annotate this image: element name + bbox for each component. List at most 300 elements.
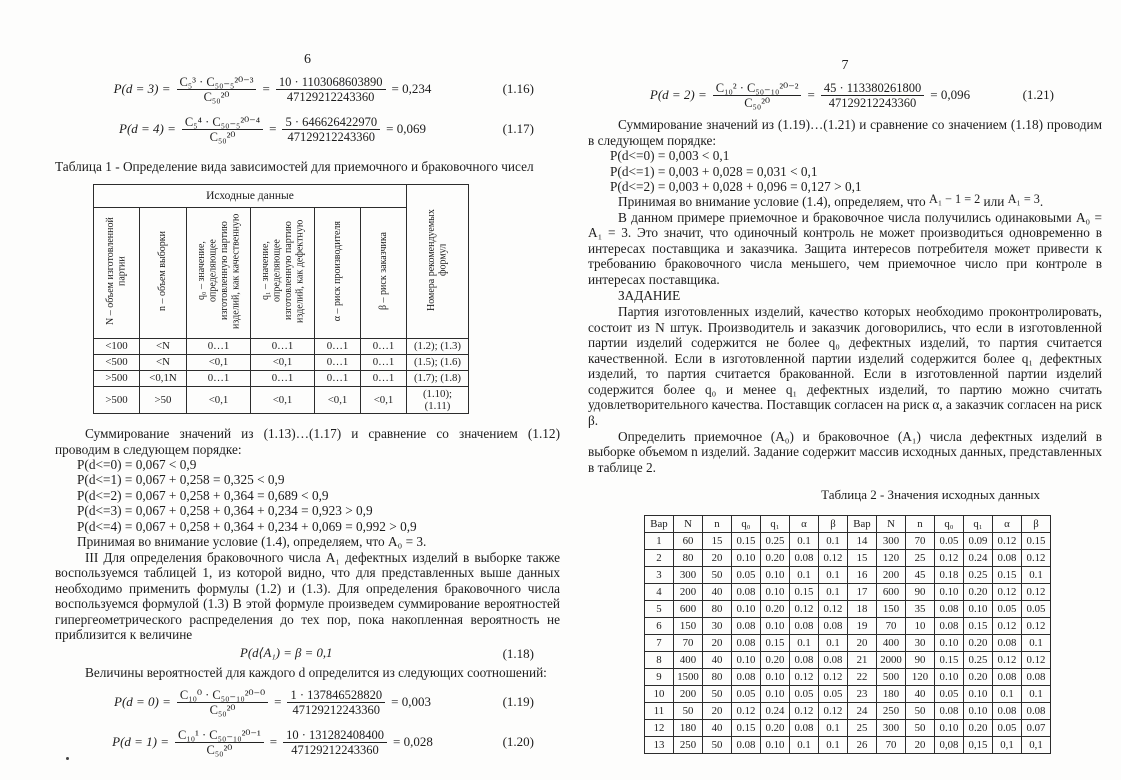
equals-sign: =: [269, 121, 277, 136]
paragraph-values-intro: Величины вероятностей для каждого d определится из следующих соотношений:: [85, 664, 547, 680]
table-cell: 50: [906, 703, 935, 720]
table-cell: 0.12: [732, 703, 761, 720]
table-cell: 0.15: [993, 567, 1022, 584]
combination-fraction: [175, 728, 264, 757]
table-cell: 12: [645, 720, 674, 737]
table-row: [645, 686, 1051, 703]
table-cell: 80: [674, 550, 703, 567]
fraction-denominator: 47129212243360: [292, 702, 381, 717]
table-row: [645, 601, 1051, 618]
page-number: 7: [841, 58, 849, 73]
formula-lhs: P(d = 4) =: [119, 121, 176, 136]
table-cell: 0.05: [935, 533, 964, 550]
note-text: .: [1039, 194, 1044, 210]
table-cell: 500: [877, 669, 906, 686]
table-cell: 0.12: [790, 601, 819, 618]
table-cell: <0,1: [361, 386, 407, 413]
table-cell: 300: [674, 567, 703, 584]
table-cell: 200: [674, 584, 703, 601]
table-cell: 40: [703, 652, 732, 669]
table-cell: 150: [877, 601, 906, 618]
table-cell: 0.10: [935, 635, 964, 652]
table-cell: 0.08: [790, 550, 819, 567]
equals-sign: =: [807, 87, 815, 102]
equation-number: (1.16): [502, 81, 534, 96]
table-cell: 0.10: [732, 550, 761, 567]
table-cell: 0,15: [964, 737, 993, 754]
table-cell: 23: [848, 686, 877, 703]
table-cell: 0.1: [790, 533, 819, 550]
fraction-denominator: C₅₀²⁰: [203, 89, 230, 104]
formula-lhs: P(d = 3) =: [113, 81, 171, 96]
table-cell: 300: [877, 533, 906, 550]
table-cell: 80: [703, 669, 732, 686]
table-cell: 0.07: [1022, 720, 1051, 737]
table-cell: 0.1: [1022, 686, 1051, 703]
table-cell: <0,1: [187, 386, 251, 413]
probability-lines: [55, 457, 560, 534]
table-cell: 0…1: [315, 354, 361, 370]
table-cell: 20: [906, 737, 935, 754]
table2-caption: Таблица 2 - Значения исходных данных: [821, 487, 1040, 503]
table-cell: 25: [848, 720, 877, 737]
table-cell: <0,1: [187, 354, 251, 370]
fraction-numerator: C₅³ · C₅₀₋₅²⁰⁻³: [177, 75, 257, 90]
formula-lhs: P(d = 0) =: [114, 694, 171, 710]
table-cell: 300: [877, 720, 906, 737]
table-cell: 0.08: [1022, 703, 1051, 720]
table-cell: 0.1: [819, 737, 848, 754]
formula-1-17: [55, 111, 560, 147]
table-row: [94, 338, 469, 354]
table-cell: 0.10: [964, 686, 993, 703]
table-cell: 24: [848, 703, 877, 720]
rotated-header-text: α – риск производителя: [331, 221, 343, 322]
table-row: [645, 533, 1051, 550]
table-cell: 1500: [674, 669, 703, 686]
table-cell: 0.20: [761, 652, 790, 669]
table-cell: 0.10: [761, 669, 790, 686]
formula-1-20: [55, 724, 560, 760]
table-row: [645, 737, 1051, 754]
table-cell: 0.08: [790, 720, 819, 737]
rotated-header-text: n – объем выборки: [157, 231, 169, 312]
table-cell: (1.7); (1.8): [407, 370, 469, 386]
table-row: [645, 584, 1051, 601]
table-cell: 10: [906, 618, 935, 635]
table-cell: >50: [140, 386, 187, 413]
table-cell: 50: [674, 703, 703, 720]
table-cell: 0.08: [732, 669, 761, 686]
table2-body: [645, 533, 1051, 754]
fraction-denominator: C₅₀²⁰: [206, 742, 233, 757]
table-cell: 40: [703, 720, 732, 737]
formula-result: = 0,028: [393, 734, 433, 750]
table-cell: 45: [906, 567, 935, 584]
table-cell: 0.10: [964, 703, 993, 720]
table-cell: 0…1: [315, 370, 361, 386]
table1-group-row: [94, 184, 469, 207]
table-cell: 70: [906, 533, 935, 550]
formula-line: P(d<=3) = 0,067 + 0,258 + 0,364 + 0,234 = 0,923 > 0,9: [77, 503, 373, 519]
table-cell: 250: [674, 737, 703, 754]
table-cell: 0.08: [732, 584, 761, 601]
formula-result: = 0,234: [391, 81, 432, 96]
table-cell: 0.10: [761, 737, 790, 754]
table-cell: 200: [674, 686, 703, 703]
table-cell: 0.1: [819, 567, 848, 584]
table-header-cell: N: [674, 516, 703, 533]
table-cell: 0.20: [761, 720, 790, 737]
formula-result: = 0,069: [386, 121, 426, 136]
table-cell: 0.08: [819, 618, 848, 635]
table-cell: 0.20: [761, 550, 790, 567]
table-cell: 14: [848, 533, 877, 550]
table-cell: 0.20: [964, 584, 993, 601]
table-cell: 0,08: [935, 737, 964, 754]
table-cell: 0.12: [819, 601, 848, 618]
formula-line: P(d<=2) = 0,067 + 0,258 + 0,364 = 0,689 < 0,9: [77, 487, 329, 503]
table-cell: 0.15: [732, 533, 761, 550]
inline-formula: А₁ = 3: [1007, 192, 1040, 207]
combination-fraction: [182, 115, 263, 144]
table-cell: 13: [645, 737, 674, 754]
table1-header-alpha: [315, 207, 361, 338]
table-cell: 0…1: [361, 338, 407, 354]
table-cell: 15: [703, 533, 732, 550]
combination-fraction: [177, 688, 268, 717]
table-cell: 0,1: [1022, 737, 1051, 754]
table-cell: 0.15: [761, 635, 790, 652]
table1-header-beta: [361, 207, 407, 338]
table-cell: 0.08: [935, 618, 964, 635]
table-cell: 0.1: [1022, 635, 1051, 652]
table-row: [645, 550, 1051, 567]
fraction-denominator: C₅₀²⁰: [209, 702, 236, 717]
table-cell: 7: [645, 635, 674, 652]
fraction-numerator: 1 · 137846528820: [287, 688, 385, 703]
equals-sign: =: [262, 81, 270, 96]
table-cell: 15: [848, 550, 877, 567]
table-header-cell: Вар: [645, 516, 674, 533]
fraction-denominator: C₅₀²⁰: [209, 129, 236, 144]
table-cell: 1: [645, 533, 674, 550]
table-cell: 0.08: [993, 669, 1022, 686]
table-cell: (1.10); (1.11): [407, 386, 469, 413]
fraction-numerator: C₁₀¹ · C₅₀₋₁₀²⁰⁻¹: [175, 728, 264, 743]
table-header-cell: N: [877, 516, 906, 533]
table-cell: 0.08: [1022, 669, 1051, 686]
formula-body: P(d⟨A₁) = β = 0,1: [240, 646, 333, 661]
page-number: 6: [304, 52, 311, 67]
table-cell: 11: [645, 703, 674, 720]
numeric-fraction: [821, 81, 924, 110]
table-cell: 30: [906, 635, 935, 652]
table-cell: 50: [906, 720, 935, 737]
table-cell: 0.15: [935, 652, 964, 669]
table-cell: 0.1: [993, 686, 1022, 703]
table-cell: 3: [645, 567, 674, 584]
numeric-fraction: [276, 75, 386, 104]
table-cell: 4: [645, 584, 674, 601]
formula-line: P(d<=2) = 0,003 + 0,028 + 0,096 = 0,127 > 0,1: [610, 178, 862, 194]
table-cell: 0.08: [732, 737, 761, 754]
table-cell: 0.25: [964, 652, 993, 669]
table-cell: 6: [645, 618, 674, 635]
table-cell: 18: [848, 601, 877, 618]
table-cell: 0.12: [819, 550, 848, 567]
table-header-cell: β: [1022, 516, 1051, 533]
scan-speck: [66, 757, 69, 760]
paragraph-summation: Суммирование значений из (1.13)…(1.17) и сравнение со значением (1.12) проводим в следующем порядке:: [55, 425, 560, 457]
formula-1-19: [55, 684, 560, 720]
table-header-cell: α: [790, 516, 819, 533]
rotated-header-text: Номера рекомендуемых формул: [426, 209, 449, 311]
table1-body: [94, 338, 469, 413]
note-text: или: [980, 194, 1008, 210]
table-cell: 600: [674, 601, 703, 618]
table-cell: <N: [140, 338, 187, 354]
table-cell: 0.12: [993, 618, 1022, 635]
equation-number: (1.20): [502, 734, 534, 750]
table-cell: 400: [877, 635, 906, 652]
table-cell: 0.10: [732, 652, 761, 669]
formula-lhs: P(d = 1) =: [112, 734, 170, 750]
table-cell: 0.08: [819, 652, 848, 669]
table-cell: 0.08: [732, 618, 761, 635]
table-row: [645, 652, 1051, 669]
table-row: [645, 567, 1051, 584]
table-row: [645, 669, 1051, 686]
table-cell: 0.12: [819, 669, 848, 686]
table-cell: 30: [703, 618, 732, 635]
table-row: [645, 720, 1051, 737]
table-cell: 0.10: [761, 686, 790, 703]
table-cell: 0.15: [1022, 533, 1051, 550]
table-cell: <500: [94, 354, 140, 370]
formula-line: P(d<=4) = 0,067 + 0,258 + 0,364 + 0,234 + 0,069 = 0,992 > 0,9: [77, 518, 417, 534]
table-cell: 120: [906, 669, 935, 686]
table-header-cell: q₁: [761, 516, 790, 533]
table-cell: 16: [848, 567, 877, 584]
table-header-cell: n: [703, 516, 732, 533]
combination-fraction: [713, 81, 802, 110]
table-cell: 0.24: [964, 550, 993, 567]
equation-number: (1.19): [502, 694, 534, 710]
fraction-denominator: C₅₀²⁰: [744, 95, 771, 110]
table-cell: 0.20: [761, 601, 790, 618]
table-cell: 2000: [877, 652, 906, 669]
table-cell: 0.08: [993, 635, 1022, 652]
combination-fraction: [177, 75, 257, 104]
table-cell: 0.10: [761, 618, 790, 635]
rotated-header-text: N – объем изготовленной партии: [105, 217, 128, 326]
table-row: [94, 386, 469, 413]
table-cell: 5: [645, 601, 674, 618]
paragraph-example-conclusion: В данном примере приемочное и браковочное числа получились одинаковыми А₀ = А₁ = 3. Это значит, что одиночный контроль не может производиться одновременно в интересах поставщика и заказчика. Защита интересов потребителя может привести к требованию браковочного числа меньшего, чем приемочное число при контроле в интересах поставщика.: [588, 209, 1102, 287]
table-cell: 70: [877, 618, 906, 635]
table-cell: 0.1: [819, 584, 848, 601]
table-cell: 0.12: [935, 550, 964, 567]
table-cell: 80: [703, 601, 732, 618]
table-cell: 0.12: [993, 584, 1022, 601]
table-cell: 0.24: [761, 703, 790, 720]
table1-group-header: Исходные данные: [94, 184, 407, 207]
table-cell: 0.05: [732, 686, 761, 703]
table-cell: 0…1: [361, 370, 407, 386]
fraction-numerator: 10 · 131282408400: [283, 728, 387, 743]
numeric-fraction: [283, 728, 387, 757]
table-cell: 0.20: [964, 720, 993, 737]
table-cell: 0.12: [993, 652, 1022, 669]
probability-lines: [588, 148, 1102, 194]
table-cell: 20: [703, 703, 732, 720]
note-rejection-number: [618, 194, 1102, 209]
rotated-header-text: β – риск заказчика: [377, 232, 389, 311]
formula-1-16: [55, 71, 560, 107]
table-header-cell: q₀: [732, 516, 761, 533]
task-paragraph-2: Определить приемочное (А₀) и браковочное (А₁) числа дефектных изделий в выборке объемом n изделий. Задание содержит массив исходных данных, представленных в таблице 2.: [588, 428, 1102, 475]
table-cell: 0.12: [819, 703, 848, 720]
table-cell: 0.25: [761, 533, 790, 550]
table-cell: 0…1: [361, 354, 407, 370]
table-cell: 0.10: [935, 720, 964, 737]
table-cell: 0.10: [761, 567, 790, 584]
table-cell: 0…1: [315, 338, 361, 354]
fraction-numerator: C₅⁴ · C₅₀₋₅²⁰⁻⁴: [182, 115, 263, 130]
table-cell: 0.08: [993, 550, 1022, 567]
table-cell: 0…1: [187, 338, 251, 354]
table-cell: 0.20: [964, 669, 993, 686]
page-6: [55, 52, 560, 764]
table-row: [94, 370, 469, 386]
table-header-cell: α: [993, 516, 1022, 533]
table-cell: 0.1: [790, 635, 819, 652]
formula-result: = 0,003: [391, 694, 431, 710]
formula-1-18: [55, 645, 560, 663]
table-cell: 35: [906, 601, 935, 618]
fraction-numerator: 5 · 646626422970: [282, 115, 380, 130]
rotated-header-text: q₁ – значение, определяющее изготовленную партию изделий, как дефектную: [259, 219, 305, 324]
table-cell: 0.15: [964, 618, 993, 635]
table-cell: 0.1: [819, 533, 848, 550]
table-cell: 0.08: [935, 703, 964, 720]
table-cell: 17: [848, 584, 877, 601]
formula-line: P(d<=0) = 0,003 < 0,1: [610, 148, 730, 164]
table-cell: 0…1: [187, 370, 251, 386]
equation-number: (1.18): [502, 645, 534, 661]
table-cell: 0.09: [964, 533, 993, 550]
fraction-denominator: 47129212243360: [286, 89, 375, 104]
table-cell: 19: [848, 618, 877, 635]
table-cell: 20: [703, 550, 732, 567]
table-1: [93, 184, 469, 414]
table-cell: 0.12: [1022, 550, 1051, 567]
table-cell: 0.05: [1022, 601, 1051, 618]
formula-line: P(d<=0) = 0,067 < 0,9: [77, 457, 197, 473]
inline-formula: А₁ − 1 = 2: [929, 192, 981, 207]
table-cell: 20: [703, 635, 732, 652]
numeric-fraction: [287, 688, 385, 717]
fraction-denominator: 47129212243360: [291, 742, 379, 757]
table1-header-n: [140, 207, 187, 338]
table-cell: 180: [674, 720, 703, 737]
table-cell: 0.05: [993, 601, 1022, 618]
table-cell: 50: [703, 686, 732, 703]
formula-line: P(d<=1) = 0,067 + 0,258 = 0,325 < 0,9: [77, 472, 285, 488]
table-cell: 0.05: [790, 686, 819, 703]
table-cell: 0.25: [964, 567, 993, 584]
table-cell: <0,1: [251, 354, 315, 370]
table-cell: <N: [140, 354, 187, 370]
table-row: [94, 354, 469, 370]
fraction-numerator: 45 · 113380261800: [821, 81, 924, 96]
table-cell: 70: [674, 635, 703, 652]
table-cell: 0.08: [993, 703, 1022, 720]
table-cell: 2: [645, 550, 674, 567]
table-cell: 26: [848, 737, 877, 754]
table-cell: 250: [877, 703, 906, 720]
table-cell: 180: [877, 686, 906, 703]
table-cell: 70: [877, 737, 906, 754]
equation-number: (1.17): [502, 121, 534, 136]
table-cell: 0.20: [964, 635, 993, 652]
page-7: [588, 58, 1102, 754]
table-cell: >500: [94, 386, 140, 413]
table-cell: 0.12: [790, 703, 819, 720]
rotated-header-text: q₀ – значение, определяющее изготовленную партию изделий, как качественную: [195, 213, 241, 330]
table-cell: 21: [848, 652, 877, 669]
table-row: [645, 635, 1051, 652]
table-cell: 600: [877, 584, 906, 601]
table1-formulas-header: [407, 184, 469, 338]
task-paragraph-1: Партия изготовленных изделий, качество которых необходимо проконтролировать, состоит из N штук. Производитель и заказчик договорились, что если в изготовленной партии изделий содержится не более q₀ дефектных изделий, то партия считается качественной. Если в изготовленной партии изделий содержится более q₁ дефектных изделий, то партия считается бракованной. Если в изготовленной партии изделий содержится более q₀ и менее q₁ дефектных изделий, то партию можно считать удовлетворительного качества. Поставщик согласен на риск α, а заказчик согласен на риск β.: [588, 304, 1102, 428]
table-cell: 0…1: [251, 370, 315, 386]
table-cell: 60: [674, 533, 703, 550]
table-cell: <0,1: [315, 386, 361, 413]
table-cell: 0.05: [732, 567, 761, 584]
table-cell: 0.08: [790, 652, 819, 669]
formula-lhs: P(d = 2) =: [649, 87, 707, 102]
table-cell: 0.12: [993, 533, 1022, 550]
fraction-numerator: C₁₀² · C₅₀₋₁₀²⁰⁻²: [713, 81, 802, 96]
table-cell: 0…1: [251, 338, 315, 354]
table-cell: 0.10: [964, 601, 993, 618]
table1-header-N: [94, 207, 140, 338]
fraction-numerator: 10 · 1103068603890: [276, 75, 386, 90]
table-cell: 0.08: [790, 618, 819, 635]
table-cell: 120: [877, 550, 906, 567]
table-cell: <100: [94, 338, 140, 354]
table-cell: (1.2); (1.3): [407, 338, 469, 354]
table-cell: 0.08: [935, 601, 964, 618]
table-cell: 0.1: [790, 737, 819, 754]
table-cell: 40: [703, 584, 732, 601]
table-cell: 150: [674, 618, 703, 635]
formula-line: P(d<=1) = 0,003 + 0,028 = 0,031 < 0,1: [610, 163, 818, 179]
table-cell: 10: [645, 686, 674, 703]
table-header-cell: q₁: [964, 516, 993, 533]
table-cell: 0.12: [790, 669, 819, 686]
table-cell: 0.08: [732, 635, 761, 652]
fraction-denominator: 47129212243360: [287, 129, 376, 144]
fraction-numerator: C₁₀⁰ · C₅₀₋₁₀²⁰⁻⁰: [177, 688, 268, 703]
table-cell: 0.12: [1022, 618, 1051, 635]
table-cell: 0.1: [819, 635, 848, 652]
paragraph-rejection-number: III Для определения браковочного числа А₁ дефектных изделий в выборке также воспользуемся таблицей 1, из которой видно, что для представленных выше данных необходимо применить формулы (1.2) и (1.3). Для определения браковочного числа воспользуемся формулой (1.3) В этой формуле произведем суммирование вероятностей гипергеометрического распределения до тех пор, пока накопленная вероятность не приблизится к величине: [55, 549, 560, 643]
table-cell: 0.18: [935, 567, 964, 584]
table-cell: 0,1: [993, 737, 1022, 754]
